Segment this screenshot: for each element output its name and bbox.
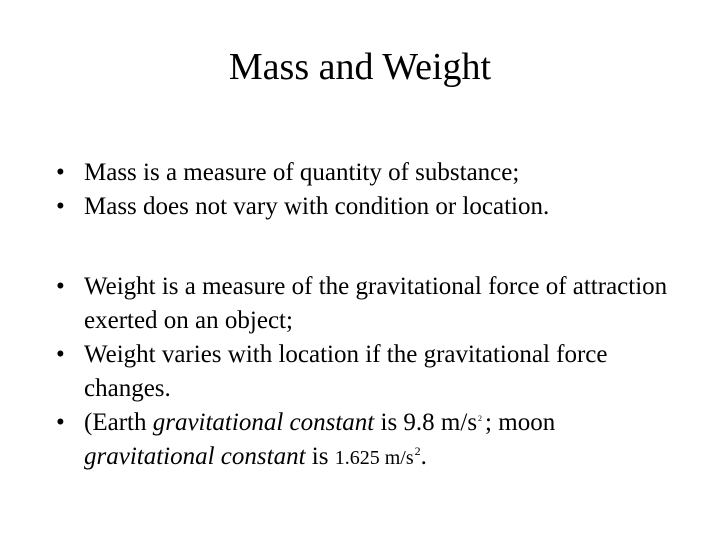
bullet-text-segment: ; moon [485, 409, 556, 436]
mass-bullet-list [56, 156, 676, 224]
bullet-dot-icon: • [56, 193, 65, 220]
bullet-text: Weight varies with location if the gravitational force changes. [84, 341, 608, 402]
slide-title: Mass and Weight [228, 46, 492, 88]
bullet-text: Mass does not vary with condition or location. [84, 193, 550, 220]
bullet-text-segment: . [420, 443, 427, 470]
bullet-text-segment: is 9.8 m/s [374, 409, 478, 436]
bullet-dot-icon: • [56, 273, 65, 300]
bullet-text: Mass is a measure of quantity of substance; [84, 159, 520, 186]
superscript-exponent: 2 [478, 413, 483, 423]
bullet-item [56, 406, 676, 475]
bullet-text-segment: (Earth [84, 409, 153, 436]
bullet-item [56, 156, 676, 190]
bullet-dot-icon: • [56, 341, 65, 368]
bullet-text-small-segment: 1.625 m/s [334, 447, 414, 469]
bullet-item [56, 270, 676, 338]
bullet-text: Weight is a measure of the gravitational force of attraction exerted on an object; [84, 273, 668, 334]
bullet-dot-icon: • [56, 409, 65, 436]
bullet-text-italic-segment: gravitational constant [84, 443, 306, 470]
bullet-dot-icon: • [56, 159, 65, 186]
bullet-item [56, 190, 676, 224]
bullet-item [56, 338, 676, 406]
bullet-text-segment: is [305, 443, 335, 470]
superscript-exponent: 2 [414, 443, 421, 458]
weight-bullet-list [56, 270, 676, 475]
bullet-text-italic-segment: gravitational constant [152, 409, 375, 436]
